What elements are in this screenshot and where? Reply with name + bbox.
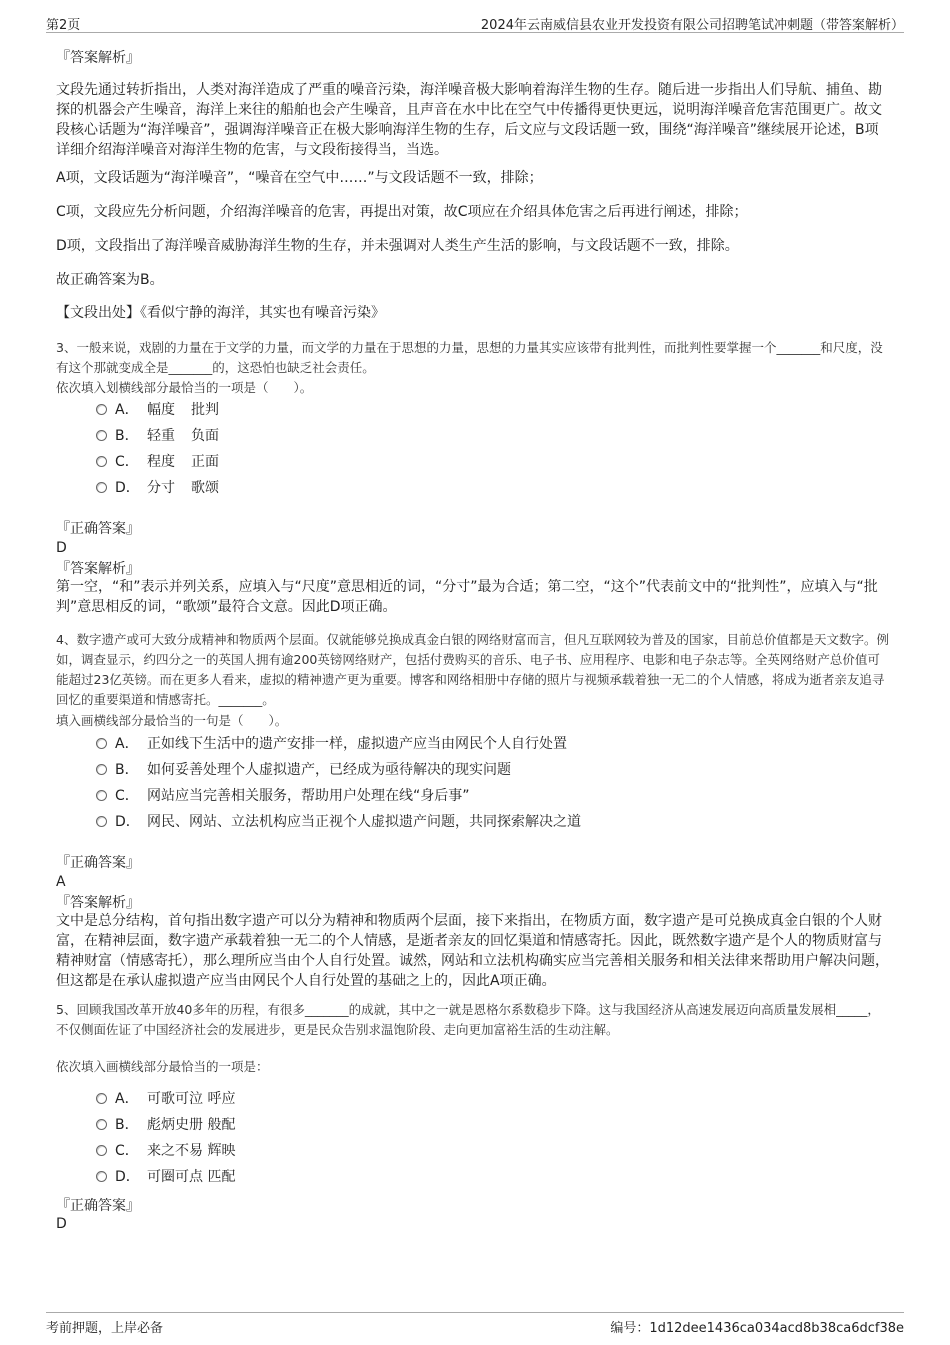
radio-icon[interactable]: [96, 404, 107, 415]
q5-answer-label: 『正确答案』: [56, 1198, 140, 1214]
q2-c-note: C项，文段应先分析问题，介绍海洋噪音的危害，再提出对策，故C项应在介绍具体危害之后再进行阐述，排除；: [56, 204, 748, 220]
q2-analysis-label: 『答案解析』: [56, 50, 140, 66]
page-header: [46, 12, 904, 33]
q3-answer-label: 『正确答案』: [56, 521, 140, 537]
q5-option-a[interactable]: A． 可歌可泣 呼应: [96, 1089, 235, 1109]
q3-option-c[interactable]: C． 程度 正面: [96, 452, 219, 472]
document-title: 2024年云南威信县农业开发投资有限公司招聘笔试冲刺题（带答案解析）: [480, 18, 904, 33]
q2-a-note: A项，文段话题为“海洋噪音”，“噪音在空气中……”与文段话题不一致，排除；: [56, 170, 543, 186]
document-code: 编号：1d12dee1436ca034acd8b38ca6dcf38e: [610, 1321, 904, 1336]
q3-option-d[interactable]: D． 分寸 歌颂: [96, 478, 219, 498]
q3-option-b[interactable]: B． 轻重 负面: [96, 426, 219, 446]
radio-icon[interactable]: [96, 1145, 107, 1156]
q2-d-note: D项，文段指出了海洋噪音威胁海洋生物的生存，并未强调对人类生产生活的影响，与文段话题不一致，排除。: [56, 238, 739, 254]
q4-answer: A: [56, 874, 66, 890]
q5-option-c[interactable]: C． 来之不易 辉映: [96, 1141, 235, 1161]
radio-icon[interactable]: [96, 1119, 107, 1130]
radio-icon[interactable]: [96, 430, 107, 441]
q5-option-b[interactable]: B． 彪炳史册 般配: [96, 1115, 235, 1135]
q3-analysis-label: 『答案解析』: [56, 561, 140, 577]
radio-icon[interactable]: [96, 1171, 107, 1182]
q3-answer: D: [56, 540, 67, 556]
q3-option-a[interactable]: A． 幅度 批判: [96, 400, 219, 420]
radio-icon[interactable]: [96, 764, 107, 775]
q2-analysis: 文段先通过转折指出，人类对海洋造成了严重的噪音污染，海洋噪音极大影响着海洋生物的生存。随后进一步指出人们导航、捕鱼、勘探的机器会产生噪音，海洋上来往的船舶也会产生噪音，且声音在水中比在空气中传播得更快更远，说明海洋噪音危害范围更广。故文段核心话题为“海洋噪音”，强调海洋噪音正在极大影响海洋生物的生存，后文应与文段话题一致，围绕“海洋噪音”继续展开论述，B项详细介绍海洋噪音对海洋生物的危害，与文段衔接得当，当选。: [56, 82, 882, 158]
radio-icon[interactable]: [96, 1093, 107, 1104]
radio-icon[interactable]: [96, 790, 107, 801]
q4-answer-label: 『正确答案』: [56, 855, 140, 871]
radio-icon[interactable]: [96, 456, 107, 467]
q3-analysis: 第一空，“和”表示并列关系，应填入与“尺度”意思相近的词，“分寸”最为合适；第二空，“这个”代表前文中的“批判性”，应填入与“批判”意思相反的词，“歌颂”最符合文意。因此D项正确。: [56, 579, 878, 615]
q5-option-d[interactable]: D． 可圈可点 匹配: [96, 1167, 235, 1187]
q5-prompt: 依次填入画横线部分最恰当的一项是：: [56, 1059, 269, 1074]
page-footer: [46, 1312, 904, 1336]
q4-option-a[interactable]: A． 正如线下生活中的遗产安排一样，虚拟遗产应当由网民个人自行处置: [96, 734, 567, 754]
radio-icon[interactable]: [96, 482, 107, 493]
q4-option-c[interactable]: C． 网站应当完善相关服务，帮助用户处理在线“身后事”: [96, 786, 470, 806]
q2-source: 【文段出处】《看似宁静的海洋，其实也有噪音污染》: [56, 305, 385, 321]
q4-stem: 4、数字遗产或可大致分成精神和物质两个层面。仅就能够兑换成真金白银的网络财富而言，但凡互联网较为普及的国家，目前总价值都是天文数字。例如，调查显示，约四分之一的英国人拥有逾200英镑网络财产，包括付费购买的音乐、电子书、应用程序、电影和电子杂志等。全英网络财产总价值可能超过23亿英镑。而在更多人看来，虚拟的精神遗产更为重要。博客和网络相册中存储的照片与视频承载着独一无二的个人情感，将成为逝者亲友追寻回忆的重要渠道和情感寄托。_______。: [56, 632, 889, 707]
q4-analysis-label: 『答案解析』: [56, 895, 140, 911]
q3-stem: 3、一般来说，戏剧的力量在于文学的力量，而文学的力量在于思想的力量，思想的力量其实应该带有批判性，而批判性要掌握一个_______和尺度，没有这个那就变成全是_______的，这恐怕也缺乏社会责任。: [56, 340, 883, 375]
q5-answer: D: [56, 1216, 67, 1232]
q4-analysis: 文中是总分结构，首句指出数字遗产可以分为精神和物质两个层面，接下来指出，在物质方面，数字遗产是可兑换成真金白银的个人财富，在精神层面，数字遗产承载着独一无二的个人情感，是逝者亲友的回忆渠道和情感寄托。因此，既然数字遗产是个人的物质财富与精神财富（情感寄托），那么理所应当由个人自行处置。诚然，网站和立法机构确实应当完善相关服务和相关法律来帮助用户解决问题，但这都是在承认虚拟遗产应当由网民个人自行处置的基础之上的，因此A项正确。: [56, 913, 889, 989]
q4-option-b[interactable]: B． 如何妥善处理个人虚拟遗产，已经成为亟待解决的现实问题: [96, 760, 511, 780]
q5-stem: 5、回顾我国改革开放40多年的历程，有很多_______的成就，其中之一就是恩格尔系数稳步下降。这与我国经济从高速发展迈向高质量发展相_____，不仅侧面佐证了中国经济社会的发展进步，更是民众告别求温饱阶段、走向更加富裕生活的生动注解。: [56, 1002, 880, 1037]
q3-prompt: 依次填入划横线部分最恰当的一项是（ ）。: [56, 380, 313, 395]
radio-icon[interactable]: [96, 738, 107, 749]
footer-slogan: 考前押题，上岸必备: [46, 1321, 164, 1336]
page-number: 第2页: [46, 18, 81, 33]
q4-option-d[interactable]: D． 网民、网站、立法机构应当正视个人虚拟遗产问题，共同探索解决之道: [96, 812, 581, 832]
q2-conclusion: 故正确答案为B。: [56, 272, 164, 288]
q4-prompt: 填入画横线部分最恰当的一句是（ ）。: [56, 713, 288, 728]
radio-icon[interactable]: [96, 816, 107, 827]
